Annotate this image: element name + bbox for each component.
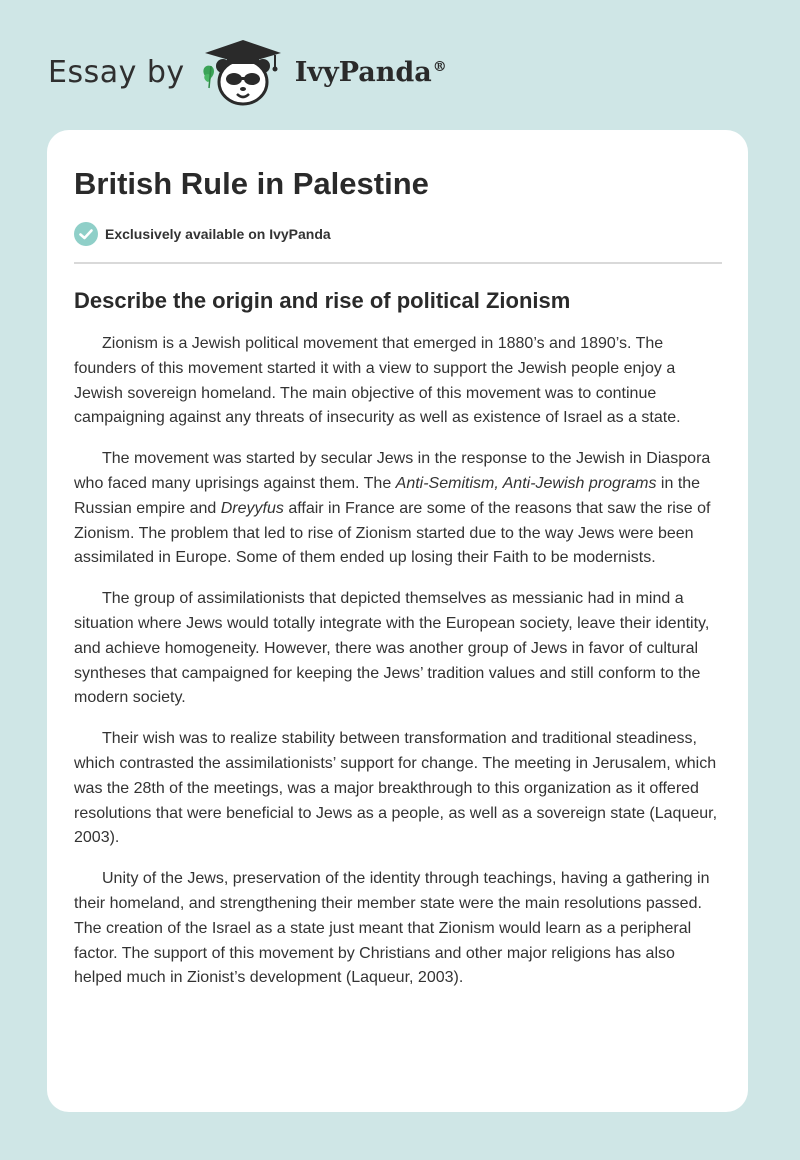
paragraph-1: [74, 332, 722, 431]
exclusive-badge: [74, 222, 722, 246]
page-title: British Rule in Palestine: [74, 166, 429, 201]
paragraph-text: Their wish was to realize stability between transformation and traditional steadiness, which contrasted the assimilationists’ support for change. The meeting in Jerusalem, which was the 28th of the meetings, was a major breakthrough to this organization as it offered resolutions that were beneficial to Jews as a people, as well as a sovereign state (Laqueur, 2003).: [74, 730, 718, 847]
paragraph-2: [74, 447, 722, 571]
divider: [74, 262, 722, 264]
italic-term: Dreyyfus: [220, 499, 284, 517]
article-card: [47, 130, 748, 1112]
paragraph-text: The group of assimilationists that depicted themselves as messianic had in mind a situation where Jews would totally integrate with the European society, leave their identity, and achieve homogeneity. However, there was another group of Jews in favor of cultural syntheses that campaigned for keeping the Jews’ tradition values and still conform to the modern society.: [74, 590, 710, 707]
paragraph-text: affair in France are some of the reasons that saw the rise of Zionism. The problem that led to rise of Zionism started due to the way Jews were been assimilated in Europe. Some of them ended up losing their Faith to be modernists.: [74, 499, 711, 567]
paragraph-text: in the Russian empire and: [74, 474, 701, 517]
paragraph-text: Unity of the Jews, preservation of the identity through teachings, having a gathering in their homeland, and strengthening their member state were the main resolutions passed. The creation of the Israel as a state just meant that Zionism would learn as a peripheral factor. The support of this movement by Christians and other major religions has also helped much in Zionist’s development (Laqueur, 2003).: [74, 870, 710, 987]
paragraph-5: [74, 867, 722, 991]
paragraph-text: The movement was started by secular Jews in the response to the Jewish in Diaspora who faced many uprisings against them. The: [74, 450, 711, 492]
brand-name-text: IvyPanda: [294, 56, 432, 88]
exclusive-badge-text: Exclusively available on IvyPanda: [105, 226, 331, 242]
panda-logo-icon[interactable]: [199, 36, 291, 108]
paragraph-text: Zionism is a Jewish political movement that emerged in 1880’s and 1890’s. The founders of this movement started it with a view to support the Jewish people enjoy a Jewish sovereign homeland. The main objective of this movement was to continue campaigning against any threats of insecurity as well as existence of Israel as a state.: [74, 335, 681, 427]
paragraph-3: [74, 587, 722, 711]
registered-mark: ®: [432, 58, 447, 75]
check-circle-icon: [74, 222, 98, 246]
section-heading: Describe the origin and rise of political Zionism: [74, 288, 571, 313]
site-header: [48, 36, 447, 108]
brand-name[interactable]: [295, 57, 447, 88]
italic-term: Anti-Semitism, Anti-Jewish programs: [395, 474, 657, 492]
paragraph-4: [74, 727, 722, 851]
essay-by-label: Essay by: [48, 54, 185, 90]
